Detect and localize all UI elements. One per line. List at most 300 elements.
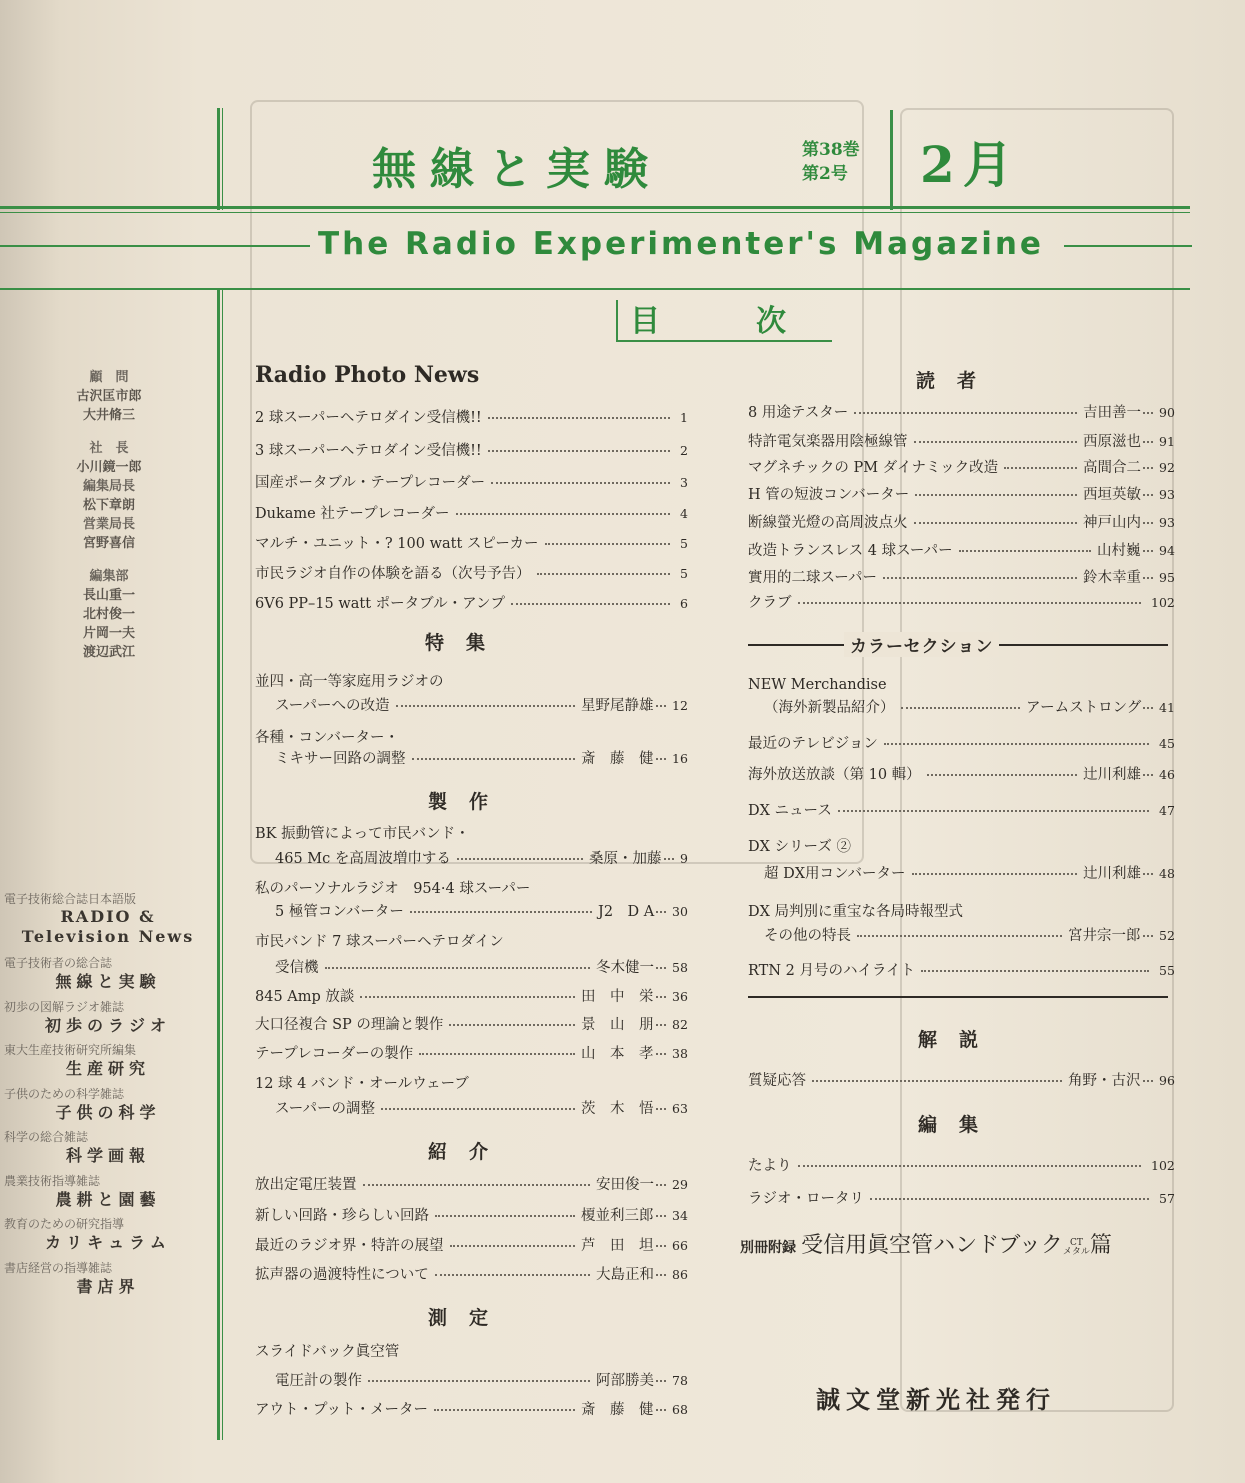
dot-leader [656,705,666,707]
entry-title: スーパーへの改造 [275,698,390,714]
section-heading: 読者 [916,370,999,392]
toc-entry [255,1205,688,1227]
entry-title: その他の特長 [764,928,851,944]
entry-page: 34 [672,1208,688,1223]
magazine-name: 書店界 [76,1276,140,1296]
entry-title: 私のパーソナルラジオ 954·4 球スーパー [255,881,531,897]
entry-title: 電圧計の製作 [275,1373,362,1389]
entry-page: 5 [680,536,688,551]
entry-title: たより [748,1158,792,1174]
entry-page: 16 [672,751,688,766]
entry-author: 大島正和 [596,1267,654,1283]
dot-leader [857,935,1062,937]
toc-entry [748,567,1175,589]
entry-author: J2 D A [598,904,655,920]
color-section-heading [748,632,1168,656]
entry-author: 角野・古沢 [1068,1073,1141,1089]
dot-leader [1143,1080,1153,1082]
entry-title: 断線螢光燈の高周波点火 [748,515,908,531]
dot-leader [915,494,1077,496]
dot-leader [884,743,1149,745]
toc-entry [255,1341,688,1363]
dot-leader [656,911,666,913]
divider-rule [748,996,1168,998]
entry-title: 各種・コンバーター・ [255,730,399,746]
entry-author: 山村巍 [1097,543,1141,559]
magazine-caption: 電子技術総合誌日本語版 [4,892,137,906]
entry-title: DX 局判別に重宝な各局時報型式 [748,904,964,920]
header-right-rule [890,110,893,210]
dot-leader [1143,494,1153,496]
header-left-rule-2 [222,108,223,210]
staff-name: 長山重一 [82,588,135,603]
dot-leader [656,1409,666,1411]
header-left-rule [217,108,220,210]
magazine-item [4,892,212,956]
staff-role: 社 長 [89,441,129,456]
entry-title: マグネチックの PM ダイナミック改造 [748,460,999,476]
dot-leader [457,858,583,860]
toc-entry [255,1073,688,1095]
entry-page: 29 [672,1177,688,1192]
entry-title: 改造トランスレス 4 球スーパー [748,543,953,559]
toc-entry [748,925,1175,947]
ghost-tube-ad [900,108,1174,1412]
entry-title: スライドバック眞空管 [255,1344,400,1360]
staff-name: 松下章朗 [82,498,135,513]
entry-title: 新しい回路・珍らしい回路 [255,1208,429,1224]
dot-leader [410,911,592,913]
entry-page: 63 [672,1101,688,1116]
issue-number: 第2号 [802,164,848,184]
dot-leader [488,450,670,452]
dot-leader [456,513,670,515]
entry-page: 12 [672,698,688,713]
toc-entry [255,901,688,923]
entry-title: DX シリーズ ② [748,839,851,855]
entry-page: 91 [1159,434,1175,449]
entry-title: DX ニュース [748,803,832,819]
magazine-name: 生産研究 [65,1059,150,1078]
section-heading: 製作 [428,791,511,813]
entry-page: 9 [680,851,688,866]
entry-page: 45 [1159,736,1175,751]
entry-title: 受信機 [275,960,319,976]
toc-entry [255,1264,688,1286]
staff-name: 小川鏡一郎 [76,460,142,475]
entry-author: 西垣英敏 [1083,487,1141,503]
entry-author: 斎 藤 健 [581,1402,654,1418]
staff-role: 顧 問 [89,370,129,385]
dot-leader [396,705,575,707]
magazine-title: 無線と実験 [372,144,662,195]
supplement-line [740,1228,1112,1259]
toc-entry [748,836,1175,858]
entry-author: 田 中 栄 [581,989,654,1005]
entry-author: 景 山 朋 [581,1017,654,1033]
entry-page: 68 [672,1402,688,1417]
entry-title: 大口径複合 SP の理論と製作 [255,1017,444,1033]
body-top-rule [0,288,1190,290]
entry-title: 質疑応答 [748,1073,806,1089]
toc-entry [748,674,1175,696]
staff-name: 大井脩三 [82,408,135,423]
toc-entry [255,1014,688,1036]
entry-page: 6 [680,596,688,611]
header-bottom-rule-2 [0,212,1190,213]
dot-leader [656,1245,666,1247]
toc-entry [748,960,1175,982]
entry-author: 辻川利雄 [1083,767,1141,783]
magazine-item [4,1000,212,1044]
entry-title: 845 Amp 放談 [255,989,355,1005]
toc-entry [748,1070,1175,1092]
entry-title: 市民ラジオ自作の体験を語る（次号予告） [255,566,531,582]
entry-author: アームストロング [1026,700,1142,716]
entry-title: テープレコーダーの製作 [255,1046,414,1062]
section-heading: 解説 [918,1029,1001,1051]
toc-entry [255,1399,688,1421]
entry-title: 市民バンド 7 球スーパーヘテロダイン [255,934,504,950]
toc-entry [748,1188,1175,1210]
magazine-caption: 初歩の図解ラジオ雑誌 [4,999,125,1014]
magazine-name: 無線と実験 [55,972,161,991]
dot-leader [656,1215,666,1217]
entry-page: 4 [680,506,688,521]
entry-page: 102 [1151,1158,1175,1173]
entry-title: 最近のテレビジョン [748,736,878,752]
entry-title: NEW Merchandise [748,677,887,693]
entry-page: 82 [672,1017,688,1032]
dot-leader [1143,522,1153,524]
magazine-item [4,1043,212,1087]
dot-leader [450,1245,575,1247]
dot-leader [656,1380,666,1382]
entry-page: 96 [1159,1073,1175,1088]
section-heading: 特集 [425,632,508,654]
dot-leader [664,858,674,860]
supplement-label: 別冊附録 [740,1240,796,1256]
dot-leader [812,1080,1062,1082]
staff-name: 古沢匡市郎 [76,389,142,404]
magazine-caption: 科学の総合雑誌 [4,1130,89,1144]
magazine-item [4,1261,212,1305]
magazine-caption: 農業技術指導雑誌 [4,1173,101,1188]
entry-page: 46 [1159,767,1175,782]
entry-author: 吉田善一 [1083,405,1141,421]
entry-title: 8 用途テスター [748,405,849,421]
entry-title: 国産ポータブル・テープレコーダー [255,475,486,491]
entry-author: 桑原・加藤 [589,851,662,867]
dot-leader [838,810,1149,812]
entry-page: 94 [1159,543,1175,558]
magazine-name: 科学画報 [65,1146,150,1165]
dot-leader [491,482,670,484]
toc-entry [255,593,688,615]
dot-leader [1143,467,1153,469]
entry-author: 星野尾静雄 [581,698,654,714]
entry-title: 超 DX用コンバーター [764,866,906,882]
entry-title: 465 Mc を高周波増巾する [275,851,451,867]
magazine-caption: 書店経営の指導雑誌 [4,1260,113,1275]
toc-entry [748,733,1175,755]
magazine-item [4,1087,212,1131]
dot-leader [656,1184,666,1186]
entry-title: 特許電気楽器用陰極線管 [748,434,908,450]
entry-author: 辻川利雄 [1083,866,1141,882]
entry-author: 安田俊一 [596,1177,654,1193]
dot-leader [381,1108,575,1110]
toc-entry [255,878,688,900]
entry-title: 最近のラジオ界・特許の展望 [255,1238,444,1254]
dot-leader [656,1024,666,1026]
entry-author: 榎並利三郎 [581,1208,654,1224]
entry-page: 5 [680,566,688,581]
color-section-title: カラーセクション [844,632,999,657]
toc-entry [255,848,688,870]
entry-page: 90 [1159,405,1175,420]
magazine-item [4,1217,212,1261]
staff-role: 編集局長 [82,479,135,494]
magazine-name: カリキュラム [45,1233,171,1252]
entry-title: Dukame 社テープレコーダー [255,506,450,522]
dot-leader [419,1053,575,1055]
entry-page: 92 [1159,460,1175,475]
dot-leader [914,522,1077,524]
dot-leader [798,1165,1141,1167]
supplement-suffix: 篇 [1089,1233,1112,1258]
toc-entry [748,1155,1175,1177]
toc-entry [255,1370,688,1392]
dot-leader [325,967,590,969]
magazine-name: 農耕と園藝 [55,1189,161,1209]
entry-author: 鈴木幸重 [1083,570,1141,586]
entry-author: 阿部勝美 [596,1373,654,1389]
toc-entry [748,592,1175,614]
magazine-caption: 子供のための科学雑誌 [4,1086,125,1101]
dot-leader [1143,935,1153,937]
entry-title: BK 振動管によって市民バンド・ [255,826,470,842]
entry-title: ラジオ・ロータリ [748,1191,864,1207]
toc-entry [255,472,688,494]
entry-page: 30 [672,904,688,919]
entry-title: 放出定電圧装置 [255,1177,357,1193]
issue-month: 2月 [920,135,1021,194]
column-divider-2 [222,290,223,1440]
entry-title: RTN 2 月号のハイライト [748,963,916,979]
dot-leader [511,603,670,605]
toc-entry [748,402,1175,424]
staff-role: 営業局長 [82,517,135,532]
entry-page: 66 [672,1238,688,1253]
section-heading: 紹介 [428,1141,511,1163]
magazine-caption: 東大生産技術研究所編集 [4,1043,137,1057]
entry-page: 52 [1159,928,1175,943]
supplement-metal: メタル [1062,1246,1090,1257]
entry-title: アウト・プット・メーター [255,1402,428,1418]
toc-entry [255,503,688,525]
photo-news-heading: Radio Photo News [255,362,480,388]
magazine-item [4,956,212,1000]
dot-leader [360,996,575,998]
dot-leader [537,573,670,575]
toc-entry [748,697,1175,719]
dot-leader [1143,550,1153,552]
header-bottom-rule [0,206,1190,209]
staff-role: 編集部 [89,569,129,584]
toc-title-rule [616,340,832,342]
entry-page: 36 [672,989,688,1004]
dot-leader [1143,412,1153,414]
magazine-item [4,1174,212,1218]
dot-leader [545,543,670,545]
entry-author: 神戸山内 [1083,515,1141,531]
toc-entry [748,457,1175,479]
dot-leader [870,1198,1149,1200]
entry-title: マルチ・ユニット・? 100 watt スピーカー [255,536,539,552]
toc-entry [255,1098,688,1120]
magazine-name: RADIO & Television News [21,907,195,946]
magazine-subtitle: The Radio Experimenter's Magazine [318,226,1044,262]
toc-entry [255,533,688,555]
toc-entry [748,764,1175,786]
toc-entry [255,440,688,462]
dot-leader [912,873,1077,875]
entry-title: （海外新製品紹介） [764,700,895,716]
toc-entry [748,431,1175,453]
toc-entry [255,407,688,429]
magazine-name: 初歩のラジオ [44,1015,171,1035]
volume-issue [802,138,860,186]
section-heading: 測定 [428,1307,511,1329]
entry-title: 5 極管コンバーター [275,904,404,920]
dot-leader [368,1380,590,1382]
dot-leader [959,550,1091,552]
toc-entry [255,671,688,693]
toc-entry [748,512,1175,534]
staff-name: 渡辺武江 [82,645,135,660]
entry-author: 宮井宗一郎 [1068,928,1141,944]
entry-title: 2 球スーパーヘテロダイン受信機!! [255,410,482,426]
subtitle-rule-left [0,245,310,247]
entry-page: 58 [672,960,688,975]
entry-page: 47 [1159,803,1175,818]
toc-entry [748,901,1175,923]
column-divider [217,290,220,1440]
entry-page: 86 [672,1267,688,1282]
toc-entry [255,727,688,749]
entry-page: 1 [680,410,688,425]
toc-entry [255,1235,688,1257]
toc-entry [255,1174,688,1196]
staff-name: 北村俊一 [82,607,135,622]
dot-leader [798,602,1141,604]
dot-leader [488,417,670,419]
dot-leader [435,1274,590,1276]
section-heading: 編集 [918,1114,1001,1136]
entry-page: 102 [1151,595,1175,610]
toc-entry [748,800,1175,822]
toc-entry [748,484,1175,506]
entry-title: 並四・高一等家庭用ラジオの [255,674,444,690]
dot-leader [1143,873,1153,875]
dot-leader [927,774,1077,776]
magazine-item [4,1130,212,1174]
toc-entry [255,823,688,845]
volume-number: 第38巻 [802,140,860,160]
entry-title: 實用的二球スーパー [748,570,878,586]
entry-title: 海外放送放談（第 10 輯） [748,767,921,783]
toc-entry [255,986,688,1008]
toc-title: 目次 [630,304,882,339]
toc-entry [255,931,688,953]
entry-page: 38 [672,1046,688,1061]
entry-author: 斎 藤 健 [581,751,654,767]
publisher: 誠文堂新光社発行 [816,1385,1056,1414]
toc-entry [748,540,1175,562]
entry-page: 55 [1159,963,1175,978]
entry-title: 拡声器の過渡特性について [255,1267,429,1283]
dot-leader [1143,577,1153,579]
dot-leader [363,1184,590,1186]
dot-leader [656,967,666,969]
dot-leader [434,1409,575,1411]
toc-entry [255,748,688,770]
entry-page: 78 [672,1373,688,1388]
entry-page: 93 [1159,515,1175,530]
subtitle-rule-right [1064,245,1192,247]
toc-entry [255,1043,688,1065]
entry-page: 48 [1159,866,1175,881]
entry-author: 西原滋也 [1083,434,1141,450]
toc-entry [748,863,1175,885]
magazine-name: 子供の科学 [55,1102,161,1122]
dot-leader [656,1053,666,1055]
supplement-title: 受信用眞空管ハンドブック [801,1233,1063,1258]
entry-title: H 管の短波コンバーター [748,487,910,503]
dot-leader [1143,707,1153,709]
supplement-ct: CT [1069,1237,1083,1248]
entry-title: 3 球スーパーヘテロダイン受信機!! [255,443,482,459]
magazine-caption: 電子技術者の総合誌 [4,956,113,970]
dot-leader [854,412,1077,414]
entry-author: 冬木健一 [596,960,654,976]
entry-page: 93 [1159,487,1175,502]
dot-leader [412,758,575,760]
dot-leader [435,1215,575,1217]
toc-title-bracket [616,300,618,342]
entry-title: スーパーの調整 [275,1101,376,1117]
entry-title: 12 球 4 バンド・オールウェーブ [255,1076,469,1092]
dot-leader [656,1108,666,1110]
entry-title: クラブ [748,595,792,611]
entry-author: 茨 木 悟 [581,1101,654,1117]
magazine-list [4,892,212,1304]
entry-author: 芦 田 坦 [581,1238,654,1254]
toc-entry [255,563,688,585]
entry-title: 6V6 PP–15 watt ポータブル・アンプ [255,596,506,612]
staff-name: 宮野喜信 [82,536,135,551]
dot-leader [921,970,1149,972]
staff-name: 片岡一夫 [82,626,135,641]
dot-leader [914,441,1077,443]
entry-page: 95 [1159,570,1175,585]
staff-list [14,368,204,662]
dot-leader [656,1274,666,1276]
dot-leader [449,1024,575,1026]
dot-leader [656,758,666,760]
dot-leader [1143,774,1153,776]
